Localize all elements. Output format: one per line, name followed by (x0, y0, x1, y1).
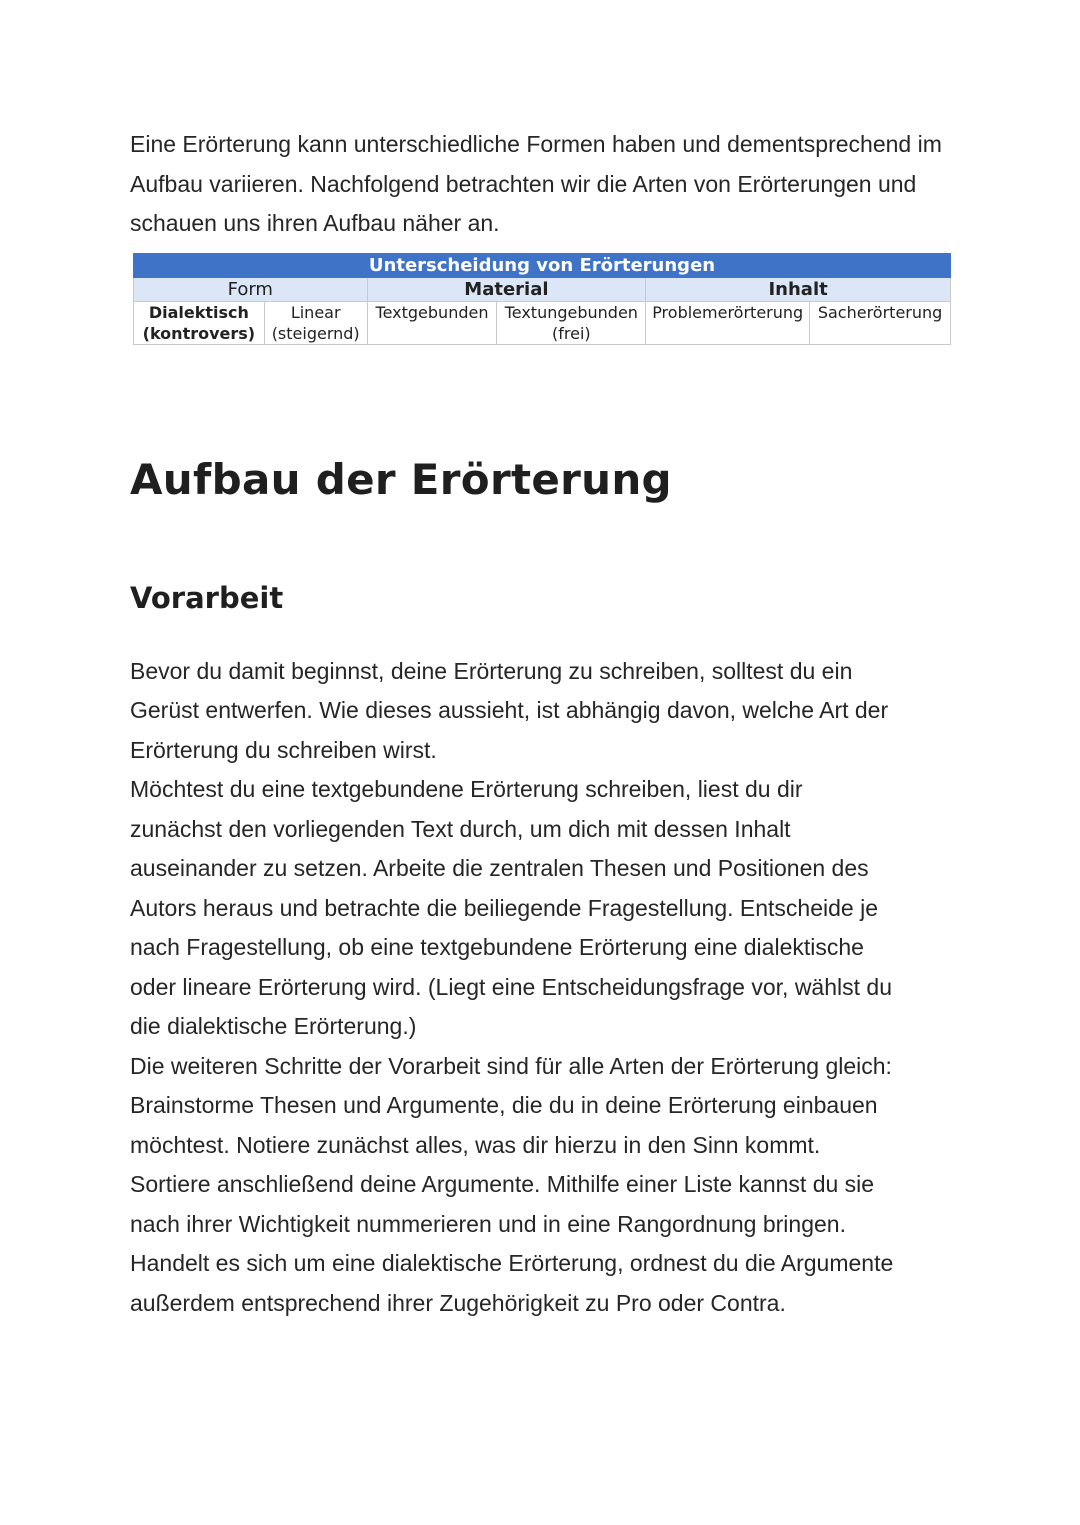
cell-line: (frei) (552, 323, 591, 343)
cell-linear (264, 301, 367, 344)
body-line: nach Fragestellung, ob eine textgebundene Erörterung eine dialektische (130, 934, 864, 960)
cell-line: Dialektisch (148, 302, 249, 322)
table-title: Unterscheidung von Erörterungen (134, 253, 951, 277)
body-line: Handelt es sich um eine dialektische Erörterung, ordnest du die Argumente (130, 1250, 894, 1276)
document-page (130, 125, 952, 1323)
cell-line: (kontrovers) (142, 323, 256, 343)
body-line: Möchtest du eine textgebundene Erörterung schreiben, liest du dir (130, 776, 803, 802)
body-line: Die weiteren Schritte der Vorarbeit sind für alle Arten der Erörterung gleich: (130, 1052, 892, 1079)
body-line: Gerüst entwerfen. Wie dieses aussieht, ist abhängig davon, welche Art der (130, 697, 889, 723)
table-category-row (134, 277, 951, 301)
cell-problemeroerterung: Problemerörterung (646, 301, 810, 344)
table-row (134, 301, 951, 344)
cell-textgebunden: Textgebunden (367, 301, 497, 344)
section-heading: Aufbau der Erörterung (130, 454, 672, 504)
erorterung-types-table (133, 253, 951, 345)
category-form: Form (134, 277, 368, 301)
category-material: Material (367, 277, 646, 301)
cell-textungebunden (497, 301, 646, 344)
intro-line: Eine Erörterung kann unterschiedliche Formen haben und (130, 131, 721, 157)
table-title-row (134, 253, 951, 277)
body-line: auseinander zu setzen. Arbeite die zentralen Thesen und Positionen des (130, 855, 869, 881)
body-line: zunächst den vorliegenden Text durch, um dich mit dessen Inhalt (130, 815, 791, 842)
body-line: Sortiere anschließend deine Argumente. Mithilfe einer Liste kannst du sie (130, 1171, 875, 1197)
cell-line: Linear (290, 302, 341, 322)
body-paragraph (130, 652, 952, 1324)
intro-paragraph (130, 125, 952, 244)
body-line: außerdem entsprechend ihrer Zugehörigkeit zu Pro oder Contra. (130, 1289, 786, 1316)
body-line: möchtest. Notiere zunächst alles, was dir hierzu in den Sinn kommt. (130, 1131, 821, 1158)
body-line: nach ihrer Wichtigkeit nummerieren und in eine Rangordnung bringen. (130, 1210, 846, 1237)
cell-line: (steigernd) (271, 323, 360, 343)
cell-sacheroerterung: Sacherörterung (810, 301, 951, 344)
body-line: Autors heraus und betrachte die beiliegende Fragestellung. Entscheide je (130, 894, 878, 921)
body-line: Brainstorme Thesen und Argumente, die du in deine Erörterung einbauen (130, 1092, 878, 1118)
body-line: Bevor du damit beginnst, deine Erörterung zu schreiben, solltest du ein (130, 657, 853, 684)
intro-line: Arten von Erörterungen und schauen uns ihren Aufbau näher an. (130, 170, 917, 236)
body-line: die dialektische Erörterung.) (130, 1013, 417, 1039)
body-line: Erörterung du schreiben wirst. (130, 736, 437, 763)
cell-line: Textungebunden (504, 302, 638, 322)
body-line: oder lineare Erörterung wird. (Liegt eine Entscheidungsfrage vor, wählst du (130, 973, 892, 1000)
intro-line: dementsprechend im Aufbau variieren. Nachfolgend betrachten wir die (130, 131, 942, 197)
category-inhalt: Inhalt (646, 277, 951, 301)
subsection-heading: Vorarbeit (130, 580, 284, 615)
cell-dialektisch (134, 301, 265, 344)
